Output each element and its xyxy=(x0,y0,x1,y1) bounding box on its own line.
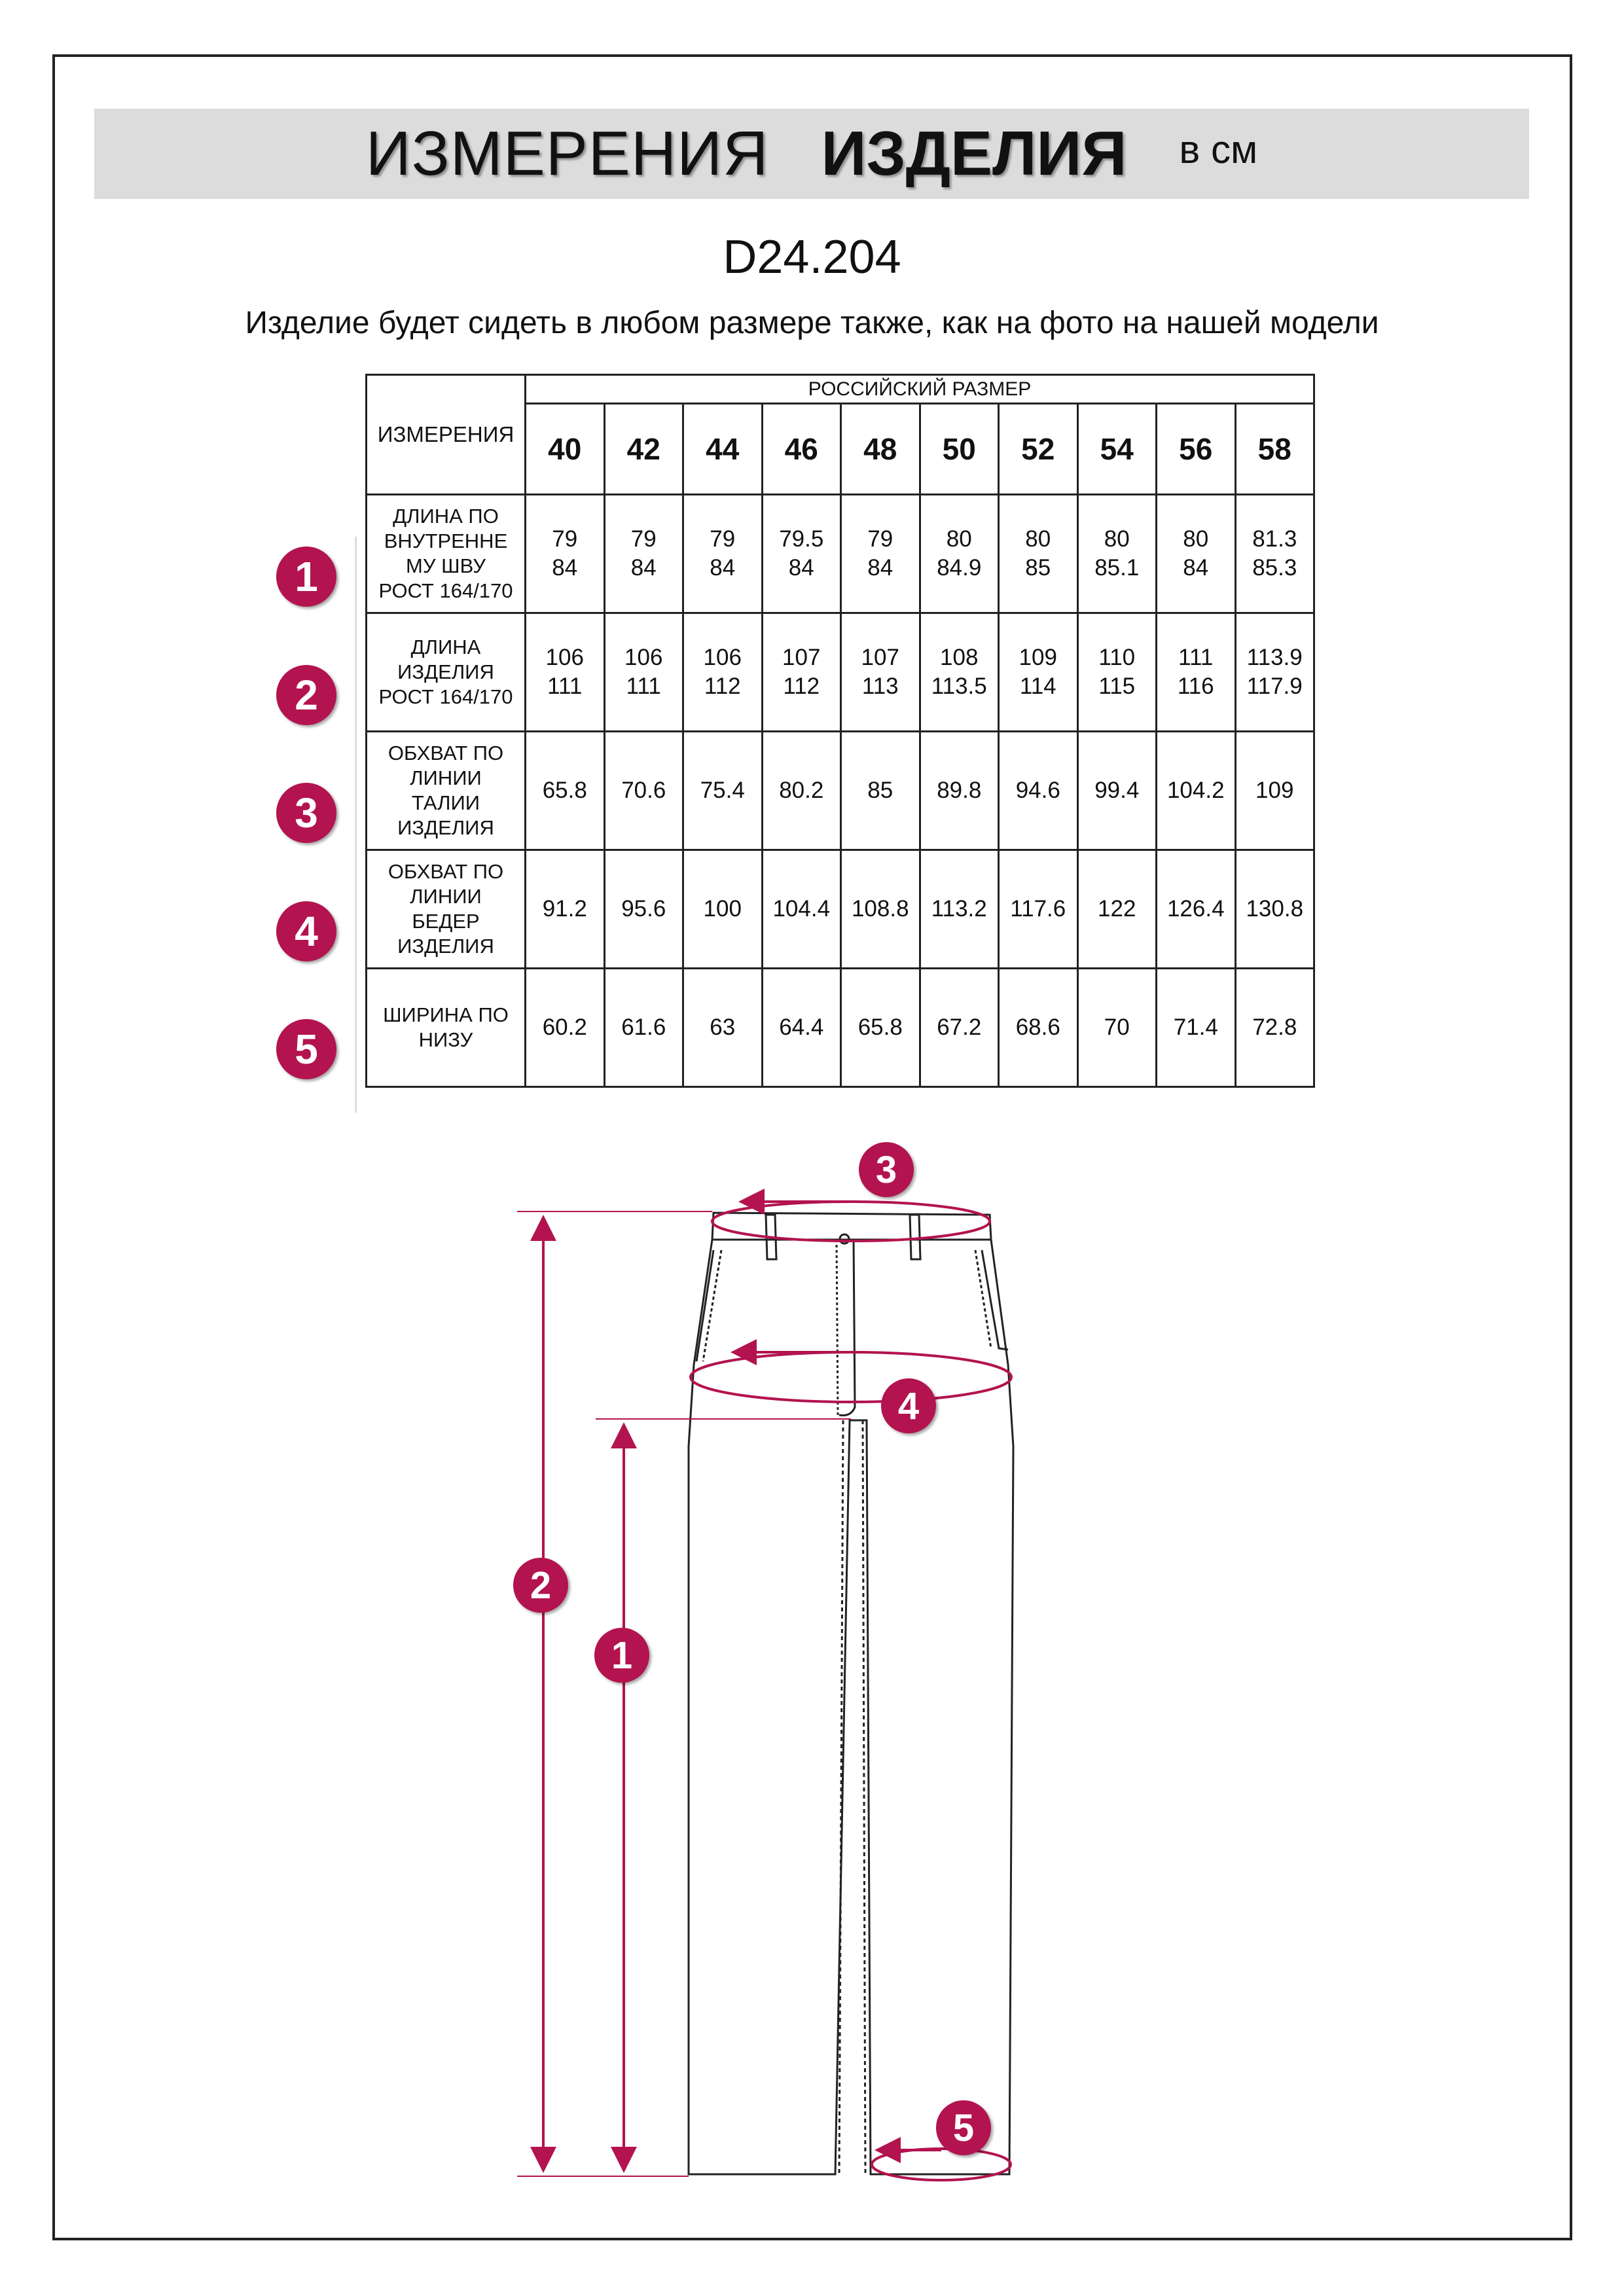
value-line: 65.8 xyxy=(857,1014,903,1040)
row-label-line: ДЛИНА ПО xyxy=(393,505,499,528)
row-badge: 3 xyxy=(276,783,336,843)
value-line: 106 xyxy=(545,645,584,670)
value-line: 112 xyxy=(783,673,820,699)
row-badge: 2 xyxy=(276,665,336,725)
value-line: 107 xyxy=(782,645,821,670)
value-line: 106 xyxy=(624,645,663,670)
size-header-56: 56 xyxy=(1157,404,1236,495)
size-header-48: 48 xyxy=(841,404,920,495)
value-line: 84 xyxy=(630,555,657,581)
value-line: 122 xyxy=(1098,896,1136,922)
value-line: 113.9 xyxy=(1246,645,1303,670)
value-line: 85 xyxy=(867,778,893,803)
row-label-line: МУ ШВУ xyxy=(406,554,486,577)
value-line: 65.8 xyxy=(542,778,587,803)
value-line: 60.2 xyxy=(542,1014,587,1040)
fit-note: Изделие будет сидеть в любом размере также, как на фото на нашей модели xyxy=(245,306,1379,340)
value-line: 100 xyxy=(703,896,742,922)
value-line: 61.6 xyxy=(621,1014,666,1040)
value-line: 79 xyxy=(630,526,657,552)
hip-ellipse xyxy=(691,1352,1011,1402)
value-line: 80.2 xyxy=(779,778,824,803)
value-line: 79.5 xyxy=(779,526,824,552)
row-label-line: ОБХВАТ ПО xyxy=(388,860,504,883)
diagram-badge-inseam: 1 xyxy=(594,1628,649,1683)
value-line: 107 xyxy=(861,645,899,670)
row-label-line: ДЛИНА xyxy=(410,636,481,658)
value-line: 110 xyxy=(1098,645,1136,670)
row-label-line: ЛИНИИ xyxy=(410,885,482,908)
value-line: 94.6 xyxy=(1015,778,1060,803)
value-line: 111 xyxy=(626,673,661,699)
measure-guides xyxy=(517,1211,851,2176)
value-line: 85 xyxy=(1025,555,1051,581)
value-line: 104.2 xyxy=(1166,778,1225,803)
waist-ellipse xyxy=(712,1202,990,1241)
title-unit: в см xyxy=(1179,127,1258,171)
value-line: 84.9 xyxy=(937,555,982,581)
value-line: 91.2 xyxy=(542,896,587,922)
size-system-header: РОССИЙСКИЙ РАЗМЕР xyxy=(526,375,1314,404)
value-line: 95.6 xyxy=(621,896,666,922)
title-bold: ИЗДЕЛИЯ xyxy=(821,118,1127,188)
value-line: 108 xyxy=(940,645,979,670)
value-line: 109 xyxy=(1019,645,1057,670)
value-line: 112 xyxy=(704,673,741,699)
value-line: 70.6 xyxy=(621,778,666,803)
row-label-line: РОСТ 164/170 xyxy=(378,579,513,602)
value-line: 84 xyxy=(710,555,736,581)
row-label-line: ИЗДЕЛИЯ xyxy=(397,816,494,839)
value-line: 84 xyxy=(867,555,893,581)
row-label-line: БЕДЕР xyxy=(412,910,480,933)
value-line: 71.4 xyxy=(1173,1014,1218,1040)
model-code: D24.204 xyxy=(723,231,901,283)
value-line: 84 xyxy=(788,555,814,581)
row-label-line: НИЗУ xyxy=(418,1028,473,1051)
value-line: 67.2 xyxy=(937,1014,982,1040)
value-line: 111 xyxy=(1178,645,1214,670)
measurements-header: ИЗМЕРЕНИЯ xyxy=(367,375,526,495)
size-header-44: 44 xyxy=(683,404,763,495)
value-line: 116 xyxy=(1177,673,1214,699)
value-line: 130.8 xyxy=(1246,896,1304,922)
value-line: 89.8 xyxy=(937,778,982,803)
row-badge: 1 xyxy=(276,547,336,607)
value-line: 114 xyxy=(1019,673,1056,699)
trousers-outline xyxy=(689,1213,1013,2174)
value-line: 108.8 xyxy=(851,896,909,922)
value-line: 84 xyxy=(1183,555,1209,581)
value-line: 85.1 xyxy=(1094,555,1140,581)
value-line: 80 xyxy=(1025,526,1051,552)
value-line: 63 xyxy=(710,1014,736,1040)
value-line: 99.4 xyxy=(1094,778,1140,803)
hem-ellipse xyxy=(872,2149,1011,2180)
size-header-58: 58 xyxy=(1235,404,1314,495)
value-line: 80 xyxy=(1104,526,1130,552)
value-line: 64.4 xyxy=(779,1014,824,1040)
size-header-52: 52 xyxy=(999,404,1078,495)
value-line: 80 xyxy=(946,526,972,552)
row-badge: 4 xyxy=(276,901,336,961)
row-label-line: ТАЛИИ xyxy=(411,791,480,814)
value-line: 68.6 xyxy=(1015,1014,1060,1040)
value-line: 81.3 xyxy=(1252,526,1297,552)
title-regular: ИЗМЕРЕНИЯ xyxy=(365,118,769,188)
diagram-badge-total-length: 2 xyxy=(513,1558,568,1613)
row-label-line: ЛИНИИ xyxy=(410,766,482,789)
size-header-40: 40 xyxy=(526,404,605,495)
value-line: 117.6 xyxy=(1010,896,1066,922)
value-line: 84 xyxy=(552,555,578,581)
row-label-line: ОБХВАТ ПО xyxy=(388,742,504,764)
row-label-line: ШИРИНА ПО xyxy=(383,1003,509,1026)
size-header-50: 50 xyxy=(920,404,999,495)
value-line: 75.4 xyxy=(700,778,745,803)
value-line: 117.9 xyxy=(1246,673,1303,699)
value-line: 72.8 xyxy=(1252,1014,1297,1040)
value-line: 126.4 xyxy=(1166,896,1225,922)
size-header-46: 46 xyxy=(762,404,841,495)
value-line: 111 xyxy=(547,673,583,699)
value-line: 104.4 xyxy=(772,896,831,922)
row-label-line: ВНУТРЕННЕ xyxy=(384,529,508,552)
row-label-line: РОСТ 164/170 xyxy=(378,685,513,708)
value-line: 85.3 xyxy=(1252,555,1297,581)
size-header-54: 54 xyxy=(1077,404,1157,495)
value-line: 79 xyxy=(552,526,578,552)
row-label-line: ИЗДЕЛИЯ xyxy=(397,660,494,683)
value-line: 109 xyxy=(1255,778,1294,803)
value-line: 115 xyxy=(1098,673,1136,699)
value-line: 106 xyxy=(703,645,742,670)
row-label-line: ИЗДЕЛИЯ xyxy=(397,935,494,958)
value-line: 113 xyxy=(861,673,899,699)
value-line: 70 xyxy=(1104,1014,1130,1040)
value-line: 79 xyxy=(710,526,736,552)
diagram-badge-waist: 3 xyxy=(859,1142,914,1197)
row-badge: 5 xyxy=(276,1019,336,1079)
value-line: 113.5 xyxy=(931,673,987,699)
value-line: 79 xyxy=(867,526,893,552)
diagram-badge-hem: 5 xyxy=(936,2100,991,2155)
size-header-42: 42 xyxy=(604,404,683,495)
value-line: 80 xyxy=(1183,526,1209,552)
diagram-badge-hip: 4 xyxy=(881,1378,936,1433)
value-line: 113.2 xyxy=(931,896,987,922)
